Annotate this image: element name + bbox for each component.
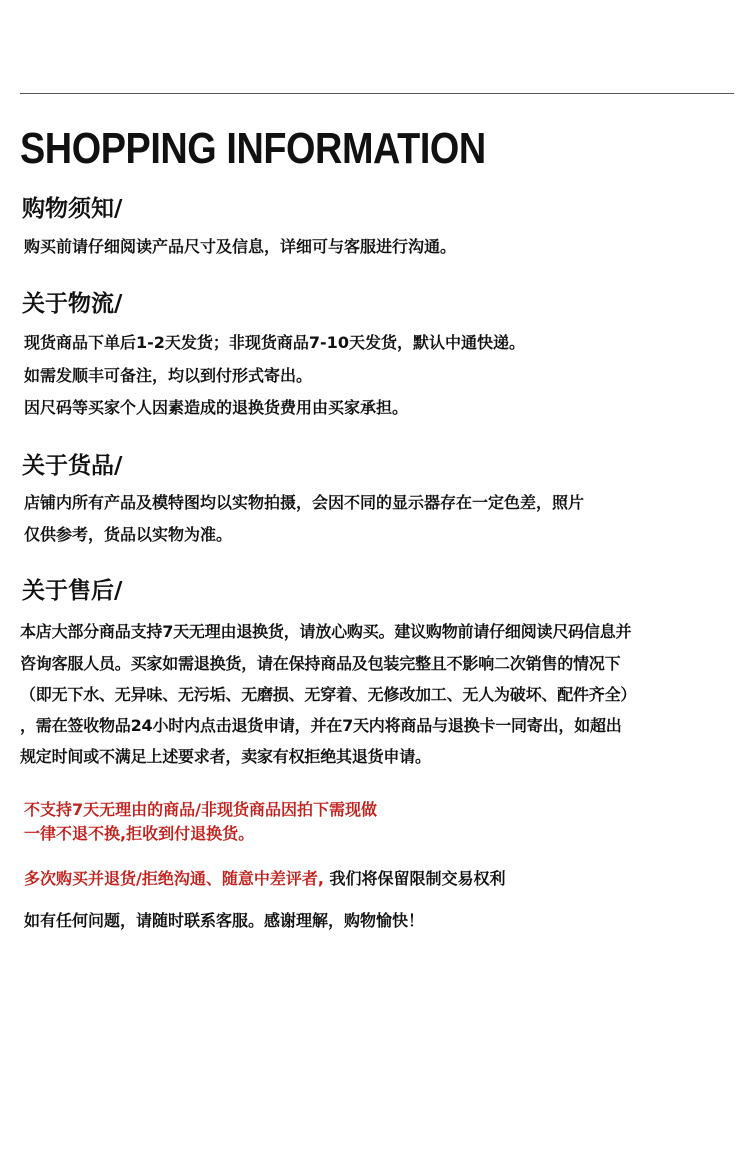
after-sales-line: 本店大部分商品支持7天无理由退换货，请放心购买。建议购物前请仔细阅读尺码信息并 xyxy=(20,622,632,641)
logistics-line: 现货商品下单后1-2天发货；非现货商品7-10天发货，默认中通快递。 xyxy=(24,333,525,352)
logistics-line: 因尺码等买家个人因素造成的退换货费用由买家承担。 xyxy=(24,398,409,417)
goods-line: 店铺内所有产品及模特图均以实物拍摄，会因不同的显示器存在一定色差，照片 xyxy=(24,493,585,512)
after-sales-line: （即无下水、无异味、无污垢、无磨损、无穿着、无修改加工、无人为破坏、配件齐全） xyxy=(20,685,637,704)
no-return-notice: 不支持7天无理由的商品/非现货商品因拍下需现做 xyxy=(24,800,377,819)
section-heading-logistics: 关于物流/ xyxy=(22,291,123,317)
shopping-notice-line: 购买前请仔细阅读产品尺寸及信息，详细可与客服进行沟通。 xyxy=(24,237,457,256)
section-heading-shopping-notice: 购物须知/ xyxy=(22,196,123,222)
page-title: SHOPPING INFORMATION xyxy=(20,124,486,173)
closing-message: 如有任何问题，请随时联系客服。感谢理解，购物愉快！ xyxy=(24,911,425,930)
top-divider xyxy=(20,93,734,94)
trade-restriction-notice xyxy=(24,868,506,890)
after-sales-line: 规定时间或不满足上述要求者，卖家有权拒绝其退货申请。 xyxy=(20,747,431,766)
logistics-line: 如需发顺丰可备注，均以到付形式寄出。 xyxy=(24,366,313,385)
after-sales-line: 咨询客服人员。买家如需退换货，请在保持商品及包装完整且不影响二次销售的情况下 xyxy=(20,654,621,673)
trade-restriction-red-text: 多次购买并退货/拒绝沟通、随意中差评者, xyxy=(24,869,324,888)
goods-line: 仅供参考，货品以实物为准。 xyxy=(24,525,233,544)
section-heading-goods: 关于货品/ xyxy=(22,453,123,479)
after-sales-line: ，需在签收物品24小时内点击退货申请，并在7天内将商品与退换卡一同寄出，如超出 xyxy=(20,716,622,735)
section-heading-after-sales: 关于售后/ xyxy=(22,578,123,604)
no-return-notice: 一律不退不换,拒收到付退换货。 xyxy=(24,824,255,843)
trade-restriction-black-text: 我们将保留限制交易权利 xyxy=(323,869,506,888)
